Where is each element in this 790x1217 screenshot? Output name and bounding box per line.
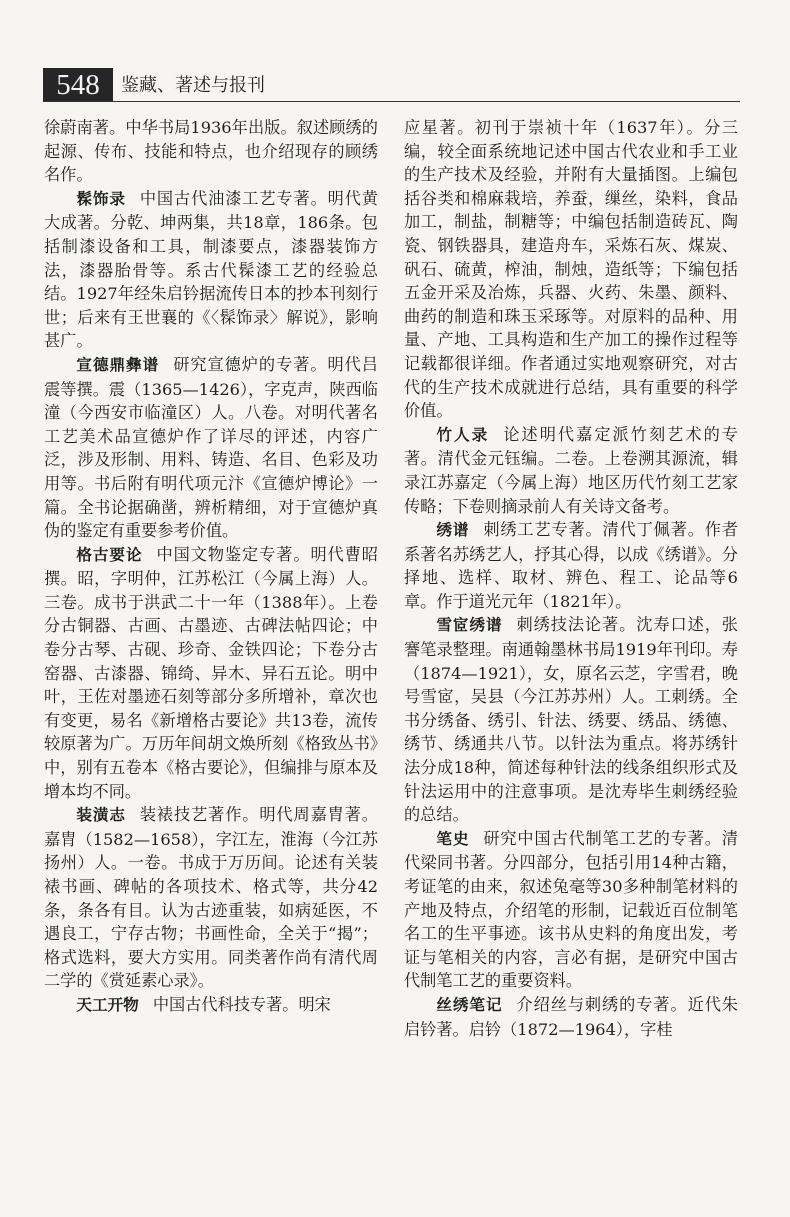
entry-term: 绣谱 [436,521,470,540]
entry-term: 笔史 [436,829,470,848]
entry-term: 格古要论 [76,545,143,564]
entry-text: 中国古代科技专著。明宋 [152,994,331,1014]
entry-text: 介绍丝与刺绣的专著。近代朱启钤著。启钤（1872—1964），字桂 [404,994,738,1039]
entry-paragraph [404,827,738,993]
entry-term: 竹人录 [436,425,490,444]
entry-paragraph [44,116,378,187]
entry-text: 中国文物鉴定专著。明代曹昭撰。昭，字明仲，江苏松江（今属上海）人。三卷。成书于洪武二十一年（1388年）。上卷分古铜器、古画、古墨迹、古碑法帖四论；中卷分古琴、古砚、珍奇、金铁四论；下卷分古窑器、古漆器、锦绮、异木、异石五论。明中叶，王佐对墨迹石刻等部分多所增补，章次也有变更，易名《新增格古要论》共13卷，流传较原著为广。万历年间胡文焕所刻《格致丛书》中，别有五卷本《格古要论》，但编排与原本及增本均不同。 [44,544,378,801]
entry-text: 中国古代油漆工艺专著。明代黄大成著。分乾、坤两集，共18章，186条。包括制漆设备和工具，制漆要点，漆器装饰方法，漆器胎骨等。系古代髹漆工艺的经验总结。1927年经朱启钤据流传日本的抄本刊刻行世；后来有王世襄的《〈髹饰录〉解说》，影响甚广。 [44,188,378,351]
entry-text: 刺绣工艺专著。清代丁佩著。作者系著名苏绣艺人，抒其心得，以成《绣谱》。分择地、选样、取材、辨色、程工、论品等6章。作于道光元年（1821年）。 [404,520,738,611]
entry-text: 徐蔚南著。中华书局1936年出版。叙述顾绣的起源、传布、技能和特点，也介绍现存的顾绣名作。 [44,118,378,185]
entry-paragraph [404,518,738,613]
entry-paragraph [44,543,378,804]
entry-paragraph [44,353,378,543]
entry-text: 研究宣德炉的专著。明代吕震等撰。震（1365—1426），字克声，陕西临潼（今西安市临潼区）人。八卷。对明代著名工艺美术品宣德炉作了详尽的评述，内容广泛，涉及形制、用料、铸造、名目、色彩及功用等。书后附有明代项元汴《宣德炉博论》一篇。全书论据确凿，辨析精细，对于宣德炉真伪的鉴定有重要参考价值。 [44,354,378,541]
entry-term: 雪宧绣谱 [436,616,503,635]
entry-paragraph [404,613,738,826]
entry-paragraph [44,803,378,993]
entry-paragraph [404,993,738,1041]
entry-paragraph [404,423,738,518]
entry-term: 髹饰录 [76,189,126,208]
entry-term: 丝绣笔记 [436,995,503,1014]
entry-term: 宣德鼎彝谱 [76,355,160,374]
entry-text: 研究中国古代制笔工艺的专著。清代梁同书著。分四部分，包括引用14种古籍，考证笔的由来，叙述兔毫等30多种制笔材料的产地及特点，介绍笔的形制，记载近百位制笔名工的生平事迹。该书从史料的角度出发，考证与笔相关的内容，言必有据，是研究中国古代制笔工艺的重要资料。 [404,828,738,991]
right-column [404,116,738,1041]
section-title: 鉴藏、著述与报刊 [121,75,265,96]
entry-term: 装潢志 [76,806,126,825]
entry-text: 应星著。初刊于崇祯十年（1637年）。分三编，较全面系统地记述中国古代农业和手工业的生产技术及经验，并附有大量插图。上编包括谷类和棉麻栽培，养蚕，缫丝，染料，食品加工，制盐，制糖等；中编包括制造砖瓦、陶瓷、钢铁器具，建造舟车，采炼石灰、煤炭、矾石、硫黄，榨油，制烛，造纸等；下编包括五金开采及冶炼，兵器、火药、朱墨、颜料、曲药的制造和珠玉采琢等。对原料的品种、用量、产地、工具构造和生产加工的操作过程等记载都很详细。作者通过实地观察研究，对古代的生产技术成就进行总结，具有重要的科学价值。 [404,118,738,421]
page-number: 548 [43,68,113,101]
page-header [43,68,740,102]
entry-text: 论述明代嘉定派竹刻艺术的专著。清代金元钰编。二卷。上卷溯其源流，辑录江苏嘉定（今属上海）地区历代竹刻工艺家传略；下卷则摘录前人有关诗文备考。 [404,424,738,516]
left-column [44,116,378,1018]
entry-paragraph [44,993,378,1018]
entry-paragraph [404,116,738,423]
entry-text: 装裱技艺著作。明代周嘉胄著。嘉胄（1582—1658），字江左，淮海（今江苏扬州）人。一卷。书成于万历间。论述有关装裱书画、碑帖的各项技术、格式等，共分42条，条各有目。认为古迹重装，如病延医，不遇良工，宁存古物；书画性命，全关于“揭”；格式选料，要大方实用。同类著作尚有清代周二学的《赏延素心录》。 [44,805,378,991]
entry-paragraph [44,187,378,353]
entry-text: 刺绣技法论著。沈寿口述，张謇笔录整理。南通翰墨林书局1919年刊印。寿（1874—1921），女，原名云芝，字雪君，晚号雪宧，吴县（今江苏苏州）人。工刺绣。全书分绣备、绣引、针法、绣要、绣品、绣德、绣节、绣通共八节。以针法为重点。将苏绣针法分成18种，简述每种针法的线条组织形式及针法运用中的注意事项。是沈寿毕生刺绣经验的总结。 [404,615,738,825]
entry-term: 天工开物 [76,995,139,1014]
